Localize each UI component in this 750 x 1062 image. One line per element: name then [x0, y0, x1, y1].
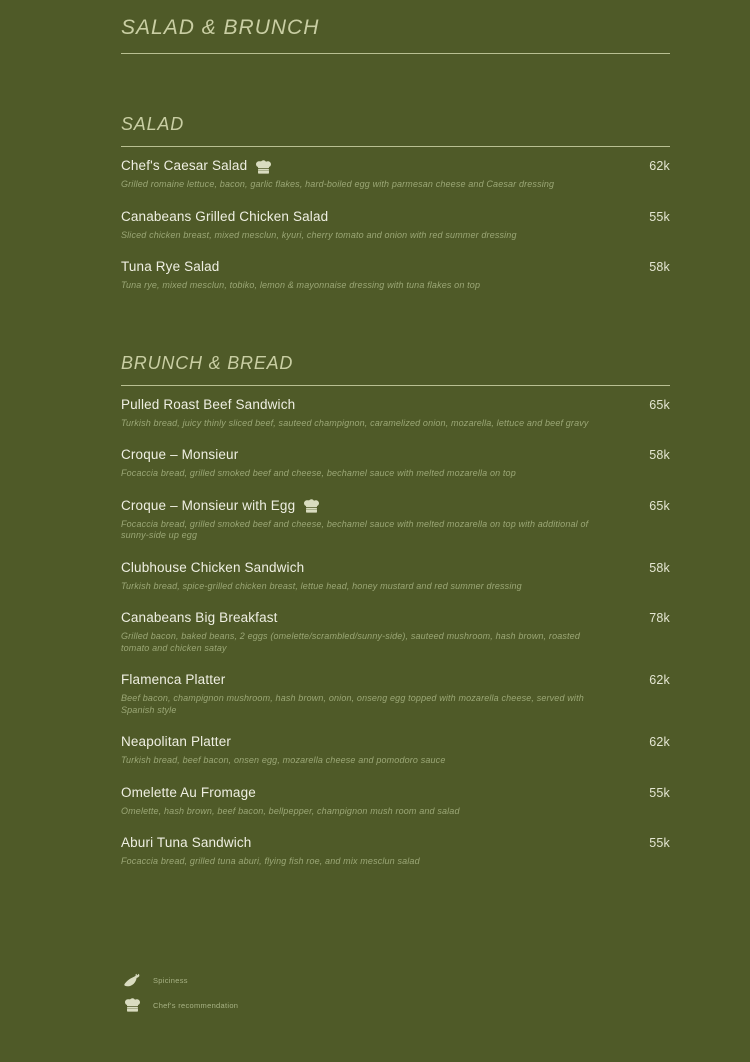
menu-item-price: 62k — [649, 673, 670, 687]
menu-content — [121, 0, 670, 868]
chef-hat-icon — [302, 499, 321, 514]
menu-item-header — [121, 559, 670, 577]
menu-item-price: 65k — [649, 397, 670, 412]
menu-item[interactable] — [121, 609, 670, 654]
section-divider — [121, 385, 670, 386]
menu-item-description: Sliced chicken breast, mixed mesclun, kyuri, cherry tomato and onion with red summer dressing — [121, 229, 517, 240]
menu-item[interactable] — [121, 834, 670, 868]
menu-item-header — [121, 208, 670, 226]
menu-item-header — [121, 609, 670, 627]
section-title: SALAD — [121, 114, 185, 134]
menu-item-header — [121, 157, 670, 175]
menu-item-header — [121, 784, 670, 802]
menu-item[interactable] — [121, 157, 670, 191]
menu-item-description: Turkish bread, spice-grilled chicken breast, lettue head, honey mustard and red summer dressing — [121, 580, 522, 591]
menu-item-price: 65k — [649, 498, 670, 513]
menu-item-description: Omelette, hash brown, beef bacon, bellpepper, champignon mush room and salad — [121, 805, 460, 816]
sections-container — [121, 112, 670, 868]
menu-item-name-text: Flamenca Platter — [121, 672, 226, 687]
menu-item-description: Turkish bread, juicy thinly sliced beef, sauteed champignon, caramelized onion, mozarella, lettuce and beef gravy — [121, 417, 589, 428]
menu-item-price: 55k — [649, 209, 670, 224]
menu-item-description: Turkish bread, beef bacon, onsen egg, mozarella cheese and pomodoro sauce — [121, 755, 446, 765]
menu-item[interactable] — [121, 559, 670, 593]
menu-item-name-text: Tuna Rye Salad — [121, 259, 220, 274]
chef-hat-icon — [121, 998, 143, 1013]
menu-item-name-text: Canabeans Big Breakfast — [121, 610, 278, 625]
menu-item-price: 78k — [649, 611, 670, 625]
menu-item-header — [121, 497, 670, 515]
menu-item-name — [121, 671, 225, 689]
menu-item-header — [121, 671, 670, 689]
menu-item-list — [121, 396, 670, 868]
menu-item-name-text: Aburi Tuna Sandwich — [121, 835, 252, 850]
menu-item-price: 55k — [649, 785, 670, 800]
chili-icon — [121, 973, 143, 988]
menu-item-name — [121, 733, 231, 751]
section-divider — [121, 146, 670, 147]
legend-row — [121, 968, 238, 993]
chef-hat-icon — [254, 160, 273, 175]
menu-item-list — [121, 157, 670, 292]
menu-item-price: 62k — [649, 159, 670, 173]
legend-label: Spiciness — [153, 976, 188, 985]
menu-item-name-text: Croque – Monsieur — [121, 447, 239, 462]
menu-item-description: Grilled romaine lettuce, bacon, garlic flakes, hard-boiled egg with parmesan cheese and Caesar dressing — [121, 179, 555, 189]
chef-hat-icon — [302, 499, 321, 514]
menu-item-name — [121, 208, 328, 226]
menu-item-description: Beef bacon, champignon mushroom, hash brown, onion, onseng egg topped with mozarella cheese, served with Spanish style — [121, 693, 584, 715]
menu-item-description: Focaccia bread, grilled smoked beef and cheese, bechamel sauce with melted mozarella on top with additional of sunny-side up egg — [121, 518, 589, 540]
menu-item-name-text: Canabeans Grilled Chicken Salad — [121, 208, 329, 224]
menu-item-name — [121, 258, 219, 276]
menu-item-name — [121, 396, 295, 414]
menu-item-name-text: Croque – Monsieur with Egg — [121, 497, 296, 513]
legend — [121, 968, 238, 1018]
menu-item-header — [121, 733, 670, 751]
menu-item-header — [121, 258, 670, 276]
menu-item-header — [121, 834, 670, 852]
menu-item-price: 58k — [649, 560, 670, 575]
chef-hat-icon — [254, 160, 273, 175]
menu-item-name — [121, 609, 278, 627]
menu-item[interactable] — [121, 208, 670, 242]
menu-item-name-text: Clubhouse Chicken Sandwich — [121, 559, 305, 575]
menu-item-description: Focaccia bread, grilled tuna aburi, flying fish roe, and mix mesclun salad — [121, 856, 420, 866]
legend-label: Chef's recommendation — [153, 1001, 239, 1010]
menu-item-name-text: Neapolitan Platter — [121, 734, 232, 749]
menu-item-name — [121, 834, 251, 852]
menu-item-name — [121, 157, 273, 175]
menu-item[interactable] — [121, 497, 670, 542]
chili-icon — [122, 973, 142, 988]
menu-item-price: 62k — [649, 735, 670, 749]
menu-item-name-text: Pulled Roast Beef Sandwich — [121, 396, 296, 412]
menu-item-price: 55k — [649, 836, 670, 850]
chef-hat-icon — [123, 998, 142, 1013]
menu-item[interactable] — [121, 396, 670, 430]
menu-item[interactable] — [121, 784, 670, 818]
menu-item-header — [121, 446, 670, 464]
menu-item[interactable] — [121, 258, 670, 292]
menu-item-name — [121, 446, 238, 464]
menu-item-header — [121, 396, 670, 414]
menu-item[interactable] — [121, 446, 670, 480]
section-title: BRUNCH & BREAD — [121, 352, 294, 373]
menu-item-name — [121, 497, 321, 515]
menu-item-price: 58k — [649, 260, 670, 274]
menu-item-name-text: Omelette Au Fromage — [121, 784, 256, 800]
menu-item-description: Grilled bacon, baked beans, 2 eggs (omelette/scrambled/sunny-side), sauteed mushroom, hash brown, roasted tomato and chicken satay — [121, 631, 580, 653]
menu-item[interactable] — [121, 671, 670, 716]
menu-item[interactable] — [121, 733, 670, 767]
menu-item-description: Focaccia bread, grilled smoked beef and cheese, bechamel sauce with melted mozarella on top — [121, 468, 516, 478]
menu-item-name — [121, 784, 256, 802]
legend-row — [121, 993, 238, 1018]
menu-item-description: Tuna rye, mixed mesclun, tobiko, lemon & mayonnaise dressing with tuna flakes on top — [121, 280, 481, 290]
title-divider — [121, 53, 670, 54]
menu-item-name-text: Chef's Caesar Salad — [121, 158, 248, 173]
menu-item-price: 58k — [649, 448, 670, 462]
menu-section — [121, 112, 670, 292]
page-title: SALAD & BRUNCH — [121, 16, 320, 39]
menu-section — [121, 351, 670, 868]
menu-item-name — [121, 559, 304, 577]
